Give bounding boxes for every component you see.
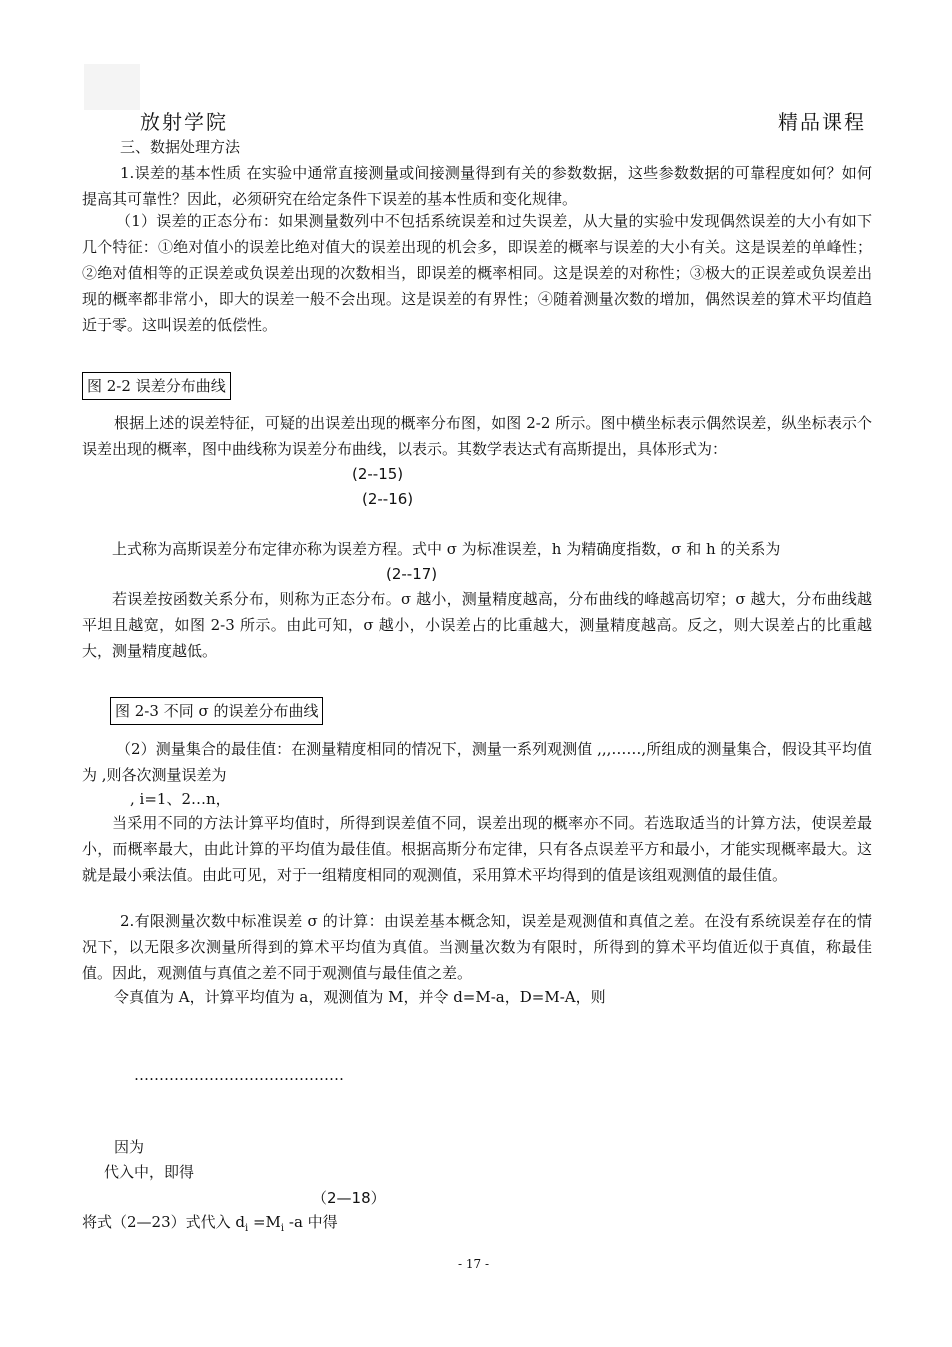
paragraph-1: 1.误差的基本性质 在实验中通常直接测量或间接测量得到有关的参数数据，这些参数数据的可靠程度如何？如何提高其可靠性？因此，必须研究在给定条件下误差的基本性质和变化规律。 (82, 164, 872, 208)
paragraph-2: （1）误差的正态分布：如果测量数列中不包括系统误差和过失误差，从大量的实验中发现偶然误差的大小有如下几个特征：①绝对值小的误差比绝对值大的误差出现的机会多，即误差的概率与误差的大小有关。这是误差的单峰性；②绝对值相等的正误差或负误差出现的次数相当，即误差的概率相同。这是误差的对称性；③极大的正误差或负误差出现的概率都非常小，即大的误差一般不会出现。这是误差的有界性；④随着测量次数的增加，偶然误差的算术平均值趋近于零。这叫误差的低偿性。 (82, 212, 872, 334)
equation-2-17: (2--17) (386, 565, 438, 583)
paragraph-3: 根据上述的误差特征，可疑的出误差出现的概率分布图，如图 2-2 所示。图中横坐标表示偶然误差，纵坐标表示个误差出现的概率，图中曲线称为误差分布曲线，以表示。其数学表达式有高斯提出，具体形式为： (82, 414, 872, 458)
error-formula-index: , i=1、2…n， (130, 790, 231, 808)
figure-caption-2-2: 图 2-2 误差分布曲线 (82, 372, 231, 400)
equation-2-16: (2--16) (362, 490, 414, 508)
because-text: 因为 (114, 1138, 145, 1156)
section-title: 三、数据处理方法 (120, 138, 241, 156)
substitute-text: 代入中，即得 (104, 1163, 195, 1181)
ellipsis-dots: …………………………………… (134, 1066, 344, 1084)
paragraph-7: 当采用不同的方法计算平均值时，所得到误差值不同，误差出现的概率亦不同。若选取适当的计算方法，使误差最小，而概率最大，由此计算的平均值为最佳值。根据高斯分布定律，只有各点误差平方和最小，才能实现概率最大。这就是最小乘法值。由此可见，对于一组精度相同的观测值，采用算术平均得到的值是该组观测值的最佳值。 (82, 814, 872, 884)
paragraph-4: 上式称为高斯误差分布定律亦称为误差方程。式中 σ 为标准误差，h 为精确度指数，σ 和 h 的关系为 (112, 540, 781, 558)
paragraph-8: 2.有限测量次数中标准误差 σ 的计算：由误差基本概念知，误差是观测值和真值之差。在没有系统误差存在的情况下，以无限多次测量所得到的算术平均值为真值。当测量次数为有限时，所得到的算术平均值近似于真值，称最佳值。因此，观测值与真值之差不同于观测值与最佳值之差。 (82, 912, 872, 982)
equation-2-15: (2--15) (352, 465, 404, 483)
paragraph-6: （2）测量集合的最佳值：在测量精度相同的情况下，测量一系列观测值 ,,,……,所组成的测量集合，假设其平均值为 ,则各次测量误差为 (82, 740, 872, 784)
scan-smudge (84, 64, 140, 110)
paragraph-5: 若误差按函数关系分布，则称为正态分布。σ 越小，测量精度越高，分布曲线的峰越高切窄；σ 越大，分布曲线越平坦且越宽，如图 2-3 所示。由此可知，σ 越小，小误差占的比重越大，测量精度越高。反之，则大误差占的比重越大，测量精度越低。 (82, 590, 872, 660)
page-number: - 17 - (458, 1257, 490, 1271)
header-right: 精品课程 (778, 110, 866, 134)
equation-2-18: （2—18） (312, 1189, 386, 1207)
final-sentence: 将式（2—23）式代入 $d_i =M_i$ -a 中得 (82, 1213, 338, 1234)
header-left: 放射学院 (140, 110, 228, 134)
figure-caption-2-3: 图 2-3 不同 σ 的误差分布曲线 (110, 697, 323, 725)
paragraph-9: 令真值为 A，计算平均值为 a，观测值为 M，并令 d=M-a，D=M-A，则 (114, 988, 606, 1006)
